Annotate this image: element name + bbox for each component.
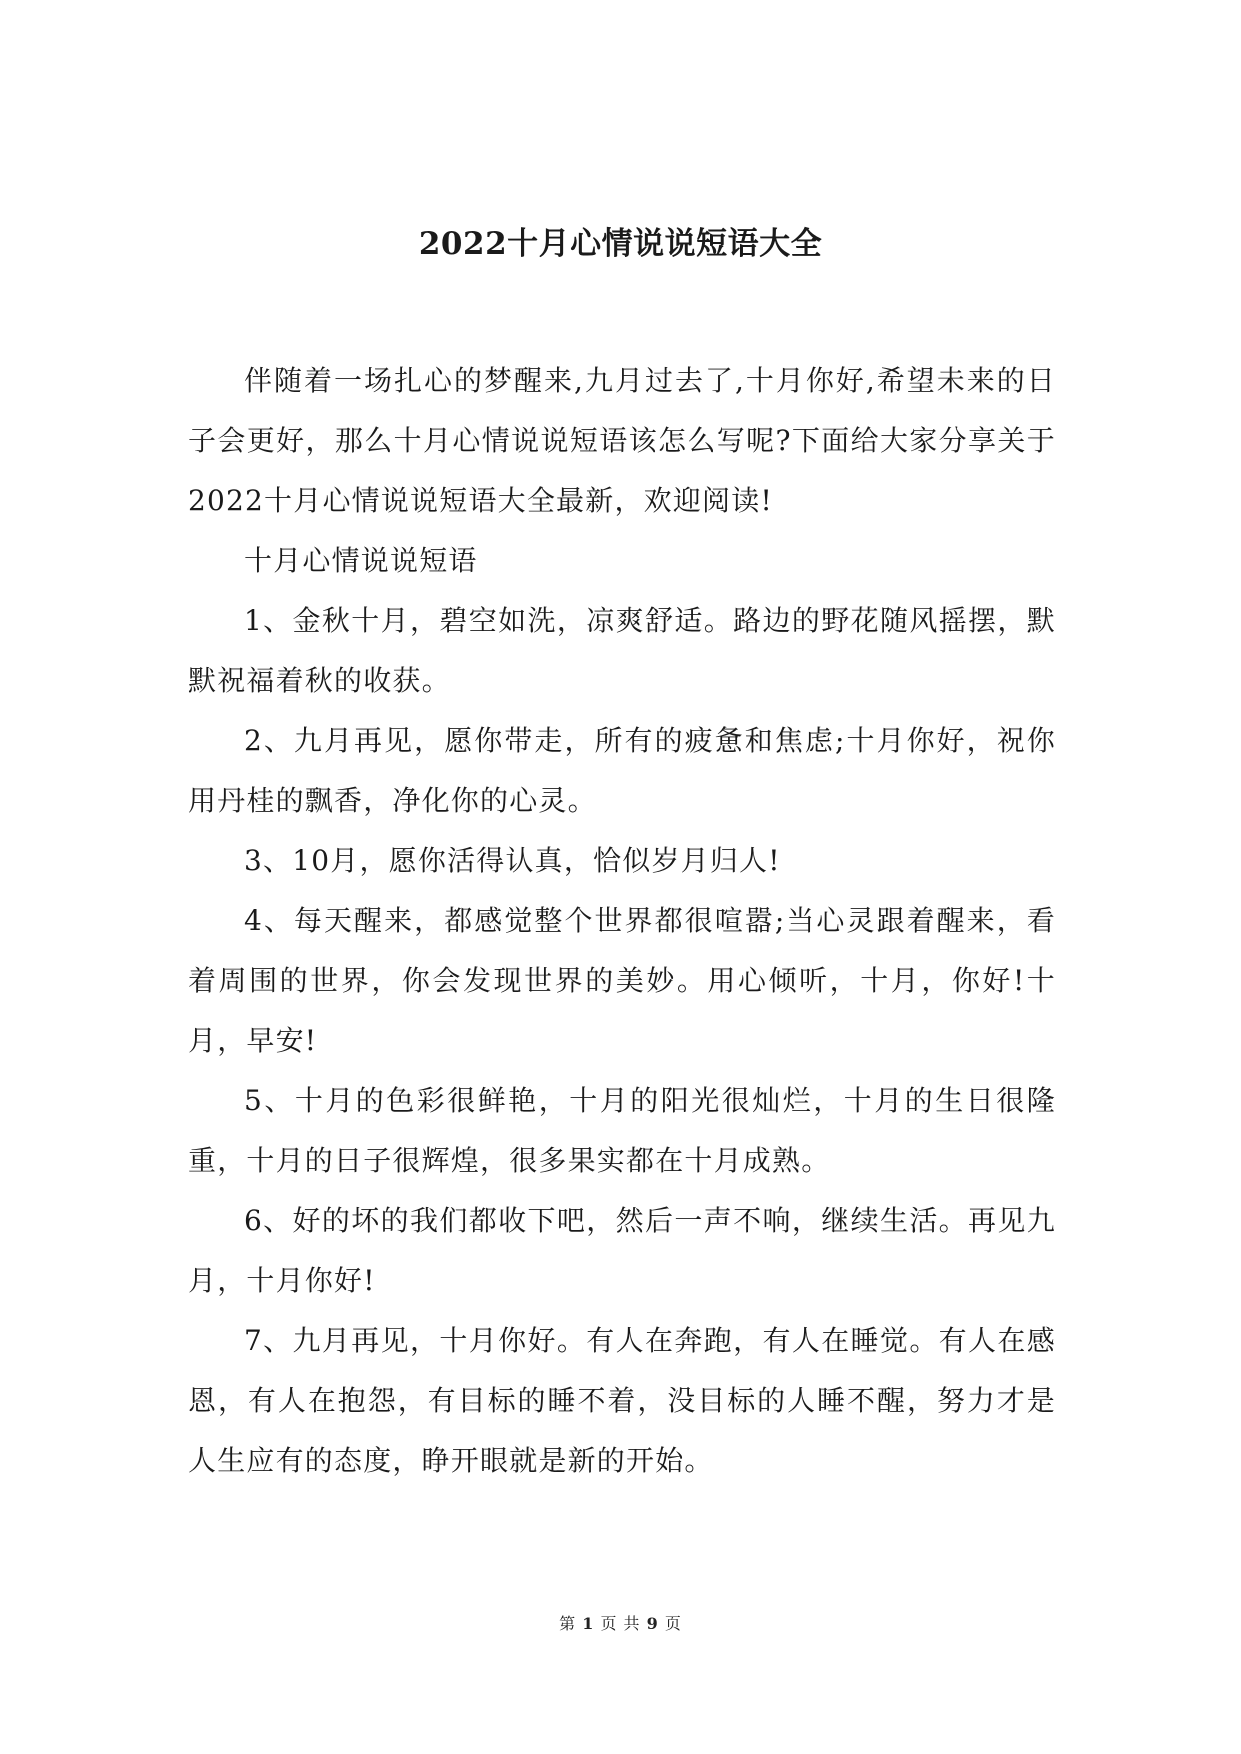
list-item: 1、金秋十月，碧空如洗，凉爽舒适。路边的野花随风摇摆，默默祝福着秋的收获。 — [188, 604, 1056, 697]
total-pages-number: 9 — [646, 1614, 659, 1633]
footer-prefix: 第 — [559, 1614, 577, 1633]
page-footer — [0, 1612, 1241, 1636]
document-body — [188, 351, 1056, 1491]
footer-middle: 页 共 — [600, 1614, 641, 1633]
section-heading: 十月心情说说短语 — [244, 544, 478, 577]
list-item: 2、九月再见，愿你带走，所有的疲惫和焦虑;十月你好，祝你用丹桂的飘香，净化你的心灵。 — [188, 724, 1056, 817]
document-title: 2022十月心情说说短语大全 — [418, 226, 823, 262]
list-item: 7、九月再见，十月你好。有人在奔跑，有人在睡觉。有人在感恩，有人在抱怨，有目标的睡不着，没目标的人睡不醒，努力才是人生应有的态度，睁开眼就是新的开始。 — [188, 1324, 1056, 1477]
list-item: 4、每天醒来，都感觉整个世界都很喧嚣;当心灵跟着醒来，看着周围的世界，你会发现世界的美妙。用心倾听，十月，你好!十月，早安! — [188, 904, 1056, 1057]
list-item: 3、10月，愿你活得认真，恰似岁月归人! — [244, 844, 781, 877]
footer-suffix: 页 — [664, 1614, 682, 1633]
list-item: 6、好的坏的我们都收下吧，然后一声不响，继续生活。再见九月，十月你好! — [188, 1204, 1056, 1297]
current-page-number: 1 — [582, 1614, 595, 1633]
intro-paragraph: 伴随着一场扎心的梦醒来,九月过去了,十月你好,希望未来的日子会更好，那么十月心情说说短语该怎么写呢?下面给大家分享关于2022十月心情说说短语大全最新，欢迎阅读! — [188, 364, 1056, 517]
list-item: 5、十月的色彩很鲜艳，十月的阳光很灿烂，十月的生日很隆重，十月的日子很辉煌，很多果实都在十月成熟。 — [188, 1084, 1056, 1177]
